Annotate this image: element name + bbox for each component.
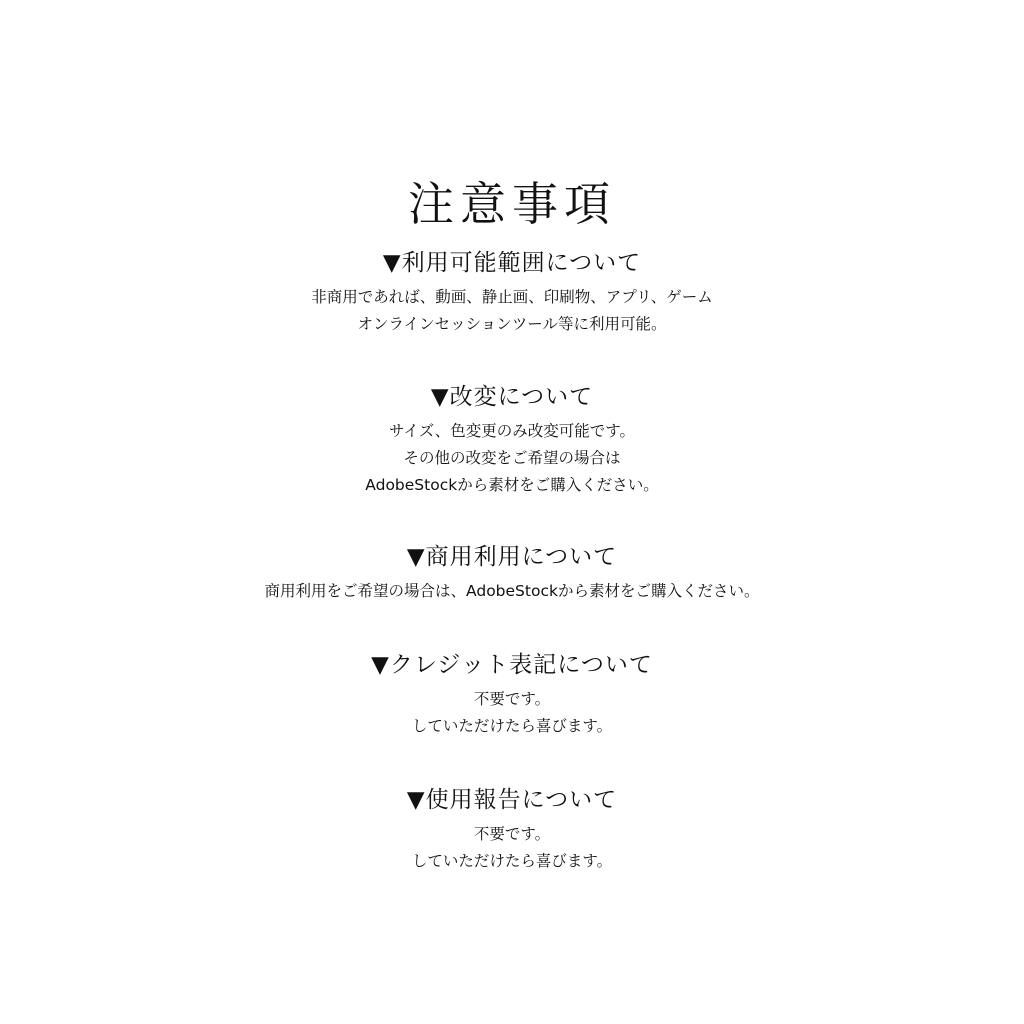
section-body: [0, 578, 1024, 605]
body-line: 不要です。: [473, 690, 551, 708]
page-title: 注意事項: [408, 176, 616, 231]
section-commercial-use: [0, 542, 1024, 605]
section-heading: ▼利用可能範囲について: [382, 250, 642, 276]
section-heading: ▼クレジット表記について: [371, 652, 653, 678]
body-line: その他の改変をご希望の場合は: [403, 449, 621, 467]
section-modification: [0, 382, 1024, 499]
section-credit: [0, 650, 1024, 740]
body-line: サイズ、色変更のみ改変可能です。: [389, 422, 635, 440]
section-body: [0, 284, 1024, 338]
section-usage-scope: [0, 248, 1024, 338]
section-heading: ▼使用報告について: [406, 787, 618, 813]
body-line: 非商用であれば、動画、静止画、印刷物、アプリ、ゲーム: [311, 288, 713, 306]
section-heading: ▼改変について: [430, 384, 594, 410]
body-line: AdobeStockから素材をご購入ください。: [365, 476, 659, 494]
section-body: [0, 821, 1024, 875]
body-line: していただけたら喜びます。: [411, 852, 613, 870]
body-line: していただけたら喜びます。: [411, 717, 613, 735]
section-body: [0, 418, 1024, 499]
section-heading: ▼商用利用について: [406, 544, 618, 570]
body-line: 商用利用をご希望の場合は、AdobeStockから素材をご購入ください。: [264, 582, 760, 600]
body-line: 不要です。: [473, 825, 551, 843]
body-line: オンラインセッションツール等に利用可能。: [357, 315, 667, 333]
section-usage-report: [0, 785, 1024, 875]
section-body: [0, 686, 1024, 740]
